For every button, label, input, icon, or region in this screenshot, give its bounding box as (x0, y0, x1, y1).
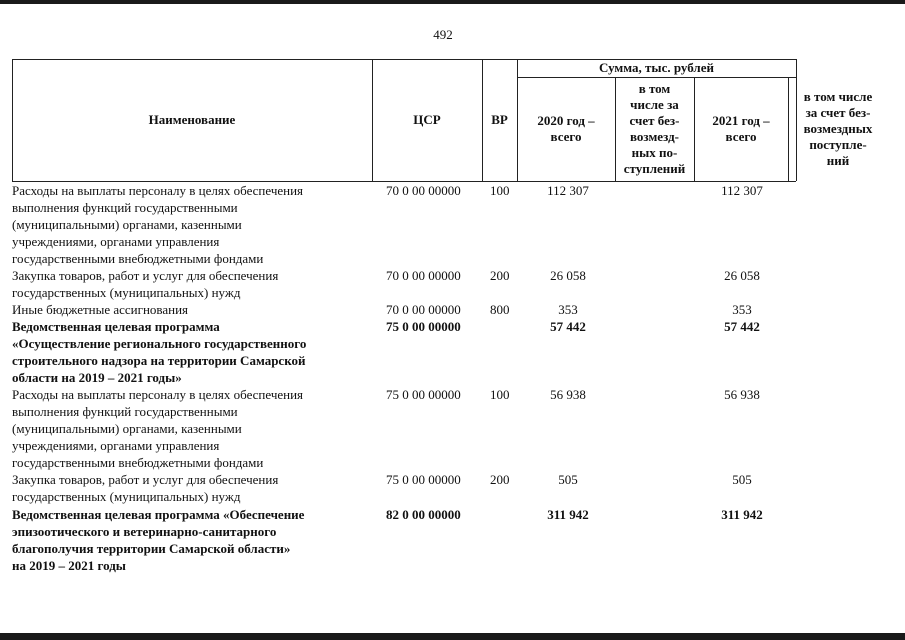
row-2021-total: 26 058 (724, 268, 760, 283)
row-csr: 75 0 00 00000 (386, 472, 461, 487)
row-csr: 82 0 00 00000 (386, 507, 461, 522)
row-vr: 200 (490, 472, 510, 487)
row-2021-total: 353 (732, 302, 752, 317)
row-2021-total: 505 (732, 472, 752, 487)
row-csr: 70 0 00 00000 (386, 183, 461, 198)
row-name: Закупка товаров, работ и услуг для обеспечения государственных (муниципальных) нужд (12, 472, 279, 504)
row-name: Ведомственная целевая программа «Осуществление регионального государственного строительного надзора на территории Самарской области на 2019 – 2021 годы» (12, 319, 307, 385)
page-number: 492 (433, 27, 453, 42)
header-vr: ВР (491, 112, 508, 127)
row-2020-total: 26 058 (550, 268, 586, 283)
row-2021-total: 57 442 (724, 319, 760, 334)
row-2021-total: 311 942 (721, 507, 763, 522)
header-name: Наименование (148, 112, 236, 127)
row-2020-total: 505 (558, 472, 578, 487)
header-2020-total: 2020 год – всего (537, 113, 595, 144)
row-name: Расходы на выплаты персоналу в целях обеспечения выполнения функций государственными (муниципальными) органами, казенными учреждениями, органами управления государственными внебюджетными фондами (12, 387, 304, 470)
row-csr: 70 0 00 00000 (386, 268, 461, 283)
row-2020-total: 57 442 (550, 319, 586, 334)
header-2021-total: 2021 год – всего (712, 113, 770, 144)
row-vr: 100 (490, 183, 510, 198)
row-2020-total: 112 307 (547, 183, 589, 198)
row-2020-total: 311 942 (547, 507, 589, 522)
top-border (0, 0, 905, 4)
row-csr: 70 0 00 00000 (386, 302, 461, 317)
row-csr: 75 0 00 00000 (386, 387, 461, 402)
bottom-border (0, 633, 905, 640)
row-2020-total: 353 (558, 302, 578, 317)
row-name: Закупка товаров, работ и услуг для обеспечения государственных (муниципальных) нужд (12, 268, 279, 300)
row-name: Расходы на выплаты персоналу в целях обеспечения выполнения функций государственными (муниципальными) органами, казенными учреждениями, органами управления государственными внебюджетными фондами (12, 183, 304, 266)
row-csr: 75 0 00 00000 (386, 319, 461, 334)
row-2021-total: 56 938 (724, 387, 760, 402)
header-2020-free: в том числе за счет без- возмезд- ных по- ступлений (623, 81, 686, 176)
row-2021-total: 112 307 (721, 183, 763, 198)
header-2021-free: в том числе за счет без- возмездных поступле- ний (803, 89, 873, 168)
row-vr: 100 (490, 387, 510, 402)
row-vr: 200 (490, 268, 510, 283)
header-sum-group: Сумма, тыс. рублей (599, 60, 714, 75)
row-vr: 800 (490, 302, 510, 317)
row-2020-total: 56 938 (550, 387, 586, 402)
row-name: Иные бюджетные ассигнования (12, 302, 189, 317)
header-csr: ЦСР (413, 112, 441, 127)
row-name: Ведомственная целевая программа «Обеспечение эпизоотического и ветеринарно-санитарного благополучия территории Самарской области» на 2019 – 2021 годы (12, 507, 305, 573)
